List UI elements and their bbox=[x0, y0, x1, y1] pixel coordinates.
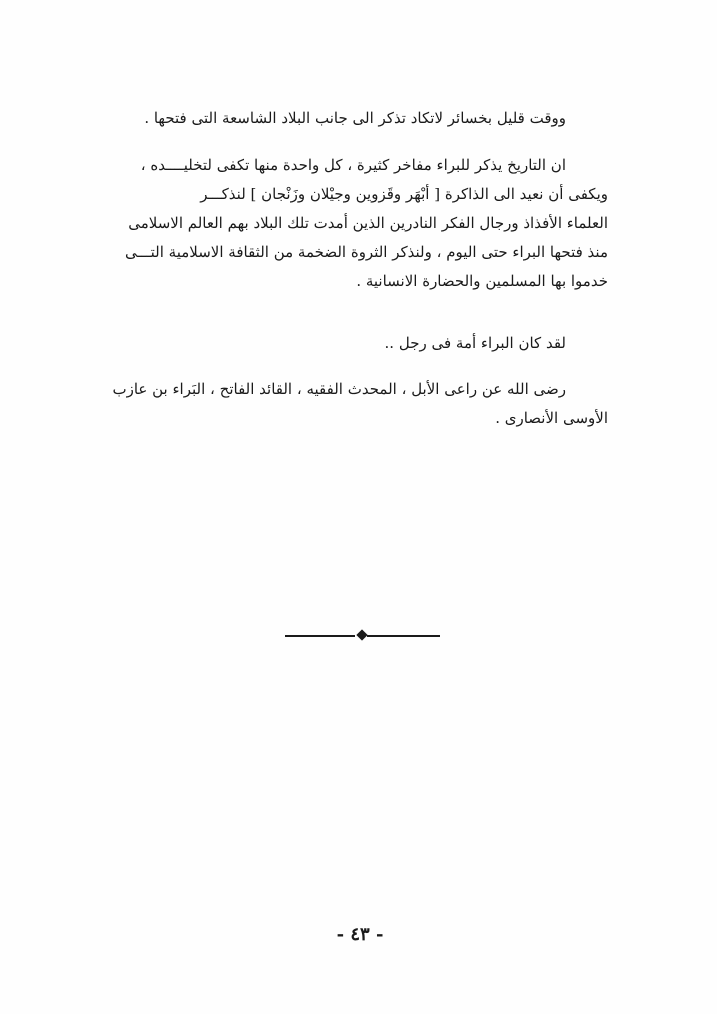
paragraph-3 bbox=[112, 329, 608, 358]
text-line: منذ فتحها البراء حتى اليوم ، ولنذكر الثروة الضخمة من الثقافة الاسلامية التـــى bbox=[124, 243, 608, 261]
text-line: لقد كان البراء أمة فى رجل .. bbox=[384, 334, 566, 352]
text-line: رضى الله عن راعى الأبل ، المحدث الفقيه ، القائد الفاتح ، البَراء بن عازب bbox=[112, 380, 566, 398]
text-line: خدموا بها المسلمين والحضارة الانسانية . bbox=[356, 272, 608, 290]
divider-rule-left bbox=[285, 635, 355, 637]
divider-rule-right bbox=[367, 635, 440, 637]
paragraph-2 bbox=[112, 151, 608, 296]
paragraph-1 bbox=[112, 104, 608, 133]
text-line: ويكفى أن نعيد الى الذاكرة [ أبْهَر وقَزوين وجيْلان وزَنْجان ] لنذكـــر bbox=[200, 185, 608, 203]
page-number: - ٤٣ - bbox=[336, 924, 384, 945]
text-line: العلماء الأفذاذ ورجال الفكر النادرين الذين أمدت تلك البلاد بهم العالم الاسلامى bbox=[128, 214, 608, 232]
text-line: ان التاريخ يذكر للبراء مفاخر كثيرة ، كل واحدة منها تكفى لتخليــــده ، bbox=[140, 156, 566, 174]
section-divider bbox=[285, 630, 440, 642]
diamond-ornament-icon bbox=[356, 629, 367, 640]
text-line: ووقت قليل بخسائر لاتكاد تذكر الى جانب البلاد الشاسعة التى فتحها . bbox=[144, 109, 566, 127]
paragraph-4 bbox=[112, 375, 608, 433]
text-line: الأوسى الأنصارى . bbox=[495, 409, 608, 427]
